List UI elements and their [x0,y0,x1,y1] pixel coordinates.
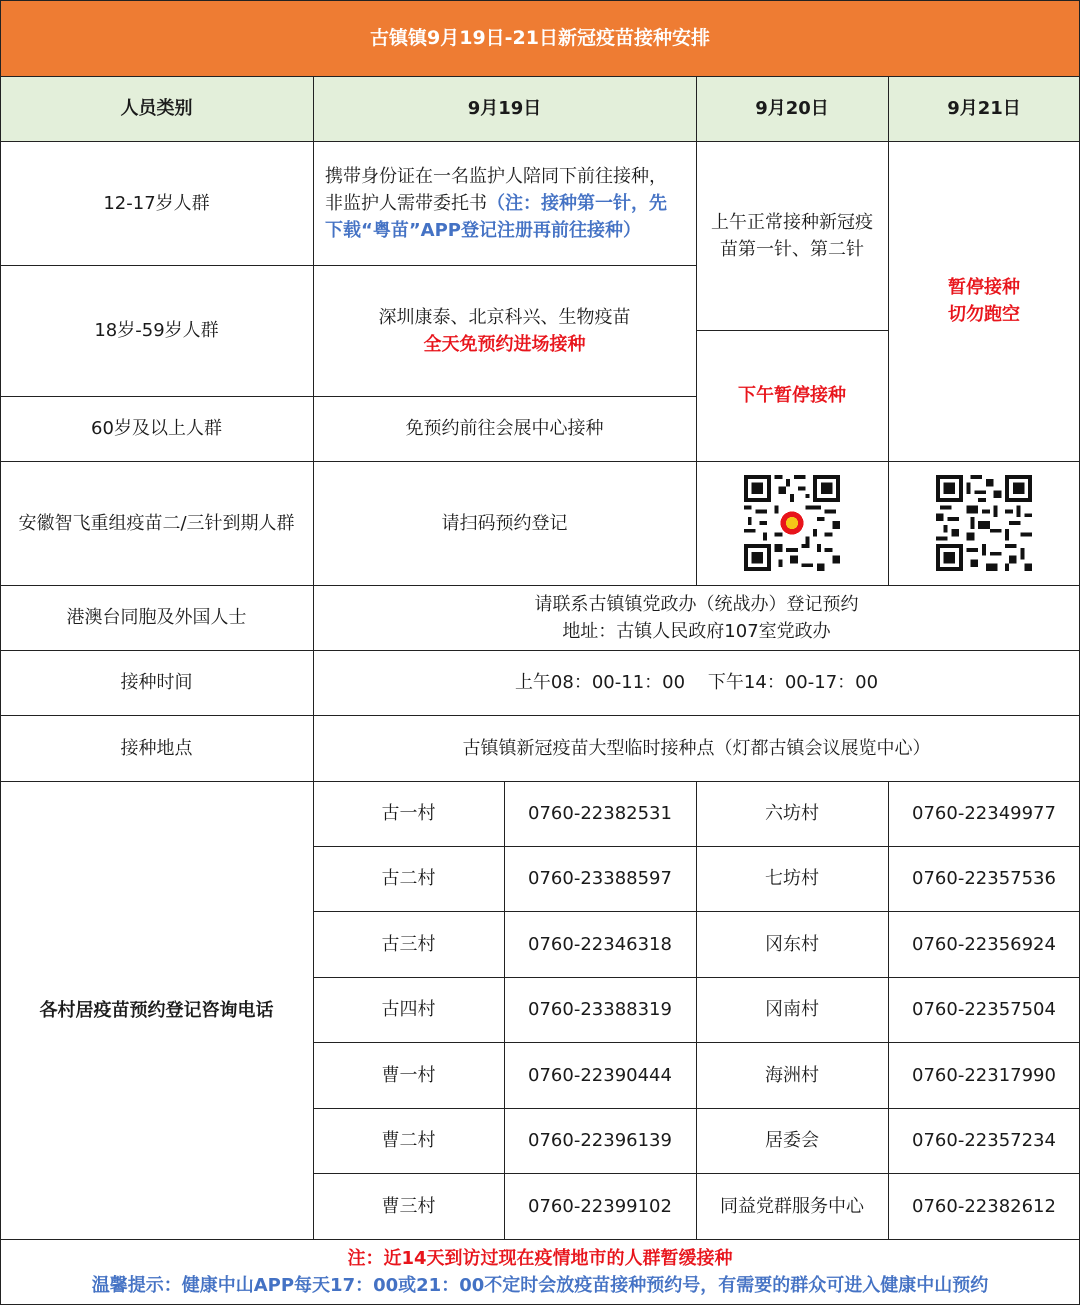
d20-afternoon-cell: 下午暂停接种 [738,385,846,406]
hline [0,715,1080,716]
age-12-17-instruction: 携带身份证在一名监护人陪同下前往接种，非监护人需带委托书 [325,165,667,214]
hline [0,461,1080,462]
hmt-address-line: 地址：古镇人民政府107室党政办 [562,620,831,642]
footer-note: 注：近14天到访过现在疫情地市的人群暂缓接种 [347,1248,733,1269]
hline [0,1239,1080,1240]
border-top [0,0,1080,1]
village-phone-right: 0760-22357536 [912,868,1056,889]
village-phone-right: 0760-22317990 [912,1064,1056,1086]
village-name-right: 冈南村 [765,999,819,1020]
village-phone-left: 0760-23388319 [528,999,672,1020]
d20-morning-cell: 上午正常接种新冠疫苗第一针、第二针 [711,211,873,260]
hline [0,396,696,397]
row-label-hmt: 港澳台同胞及外国人士 [66,607,247,628]
row-label-age-12-17: 12-17岁人群 [103,192,210,214]
page-title: 古镇镇9月19日-21日新冠疫苗接种安排 [0,0,1080,76]
footer [0,1239,1080,1305]
village-name-right: 六坊村 [765,803,819,824]
age-18-59-vaccines: 深圳康泰、北京科兴、生物疫苗 [378,306,631,328]
village-phone-left: 0760-23388597 [528,868,672,889]
border-left [0,0,1,1305]
village-phone-left: 0760-22399102 [528,1195,672,1217]
age-12-17-d19-cell [313,141,696,265]
village-name-left: 曹三村 [381,1195,436,1217]
d21-suspended-cell [888,141,1080,461]
age-12-17-note: （注：接种第一针，先下载“粤苗”APP登记注册再前往接种） [325,192,667,241]
header-category: 人员类别 [0,76,313,141]
vline [696,781,697,1239]
hline [0,265,696,266]
d21-dont-go-line: 切勿跑空 [948,304,1020,325]
village-name-right: 同益党群服务中心 [720,1195,864,1217]
vaccination-time-value: 上午08：00-11：00 下午14：00-17：00 [514,672,879,693]
footer-tip: 温馨提示：健康中山APP每天17：00或21：00不定时会放疫苗接种预约号，有需要的群众可进入健康中山预约 [91,1275,989,1296]
village-phone-left: 0760-22346318 [528,933,672,955]
village-name-left: 曹二村 [381,1130,436,1151]
village-name-left: 古一村 [381,803,436,824]
qr-cell-1 [696,461,888,585]
qr-cell-2 [888,461,1080,585]
row-label-age-18-59: 18岁-59岁人群 [94,320,219,341]
village-name-right: 海洲村 [765,1064,819,1086]
village-phone-right: 0760-22382612 [912,1195,1056,1217]
row-label-age-60-plus: 60岁及以上人群 [91,418,222,439]
village-phone-right: 0760-22356924 [912,933,1056,955]
contacts-label: 各村居疫苗预约登记咨询电话 [39,999,274,1021]
hmt-info-cell [313,585,1080,650]
header-date-21: 9月21日 [888,76,1080,141]
hline [0,141,1080,142]
hline [0,650,1080,651]
village-name-left: 古三村 [381,933,436,955]
village-phone-right: 0760-22357504 [912,999,1056,1020]
village-name-left: 古四村 [381,999,436,1020]
header-date-19: 9月19日 [313,76,696,141]
village-name-right: 冈东村 [765,933,819,955]
row-label-place: 接种地点 [120,737,193,759]
vline [888,76,889,585]
village-name-left: 古二村 [381,868,436,889]
village-phone-right: 0760-22349977 [912,803,1056,824]
hline [0,781,1080,782]
hline [0,76,1080,77]
hline [696,330,888,331]
village-name-right: 七坊村 [765,868,819,889]
age-12-17-d19-paragraph [325,163,684,244]
qr-code-icon[interactable] [936,475,1032,571]
village-phone-left: 0760-22396139 [528,1130,672,1151]
qr-code-icon[interactable] [744,475,840,571]
vline [888,781,889,1239]
vline [696,76,697,585]
row-label-anhui: 安徽智飞重组疫苗二/三针到期人群 [18,512,295,534]
village-name-right: 居委会 [765,1130,819,1151]
hline [0,585,1080,586]
village-phone-left: 0760-22390444 [528,1064,672,1086]
vline [504,781,505,1239]
d21-suspend-line: 暂停接种 [948,277,1020,298]
age-18-59-walk-in-note: 全天免预约进场接种 [423,333,586,355]
age-60-plus-d19-cell: 免预约前往会展中心接种 [405,418,604,439]
village-phone-left: 0760-22382531 [528,803,672,824]
header-date-20: 9月20日 [696,76,888,141]
hmt-contact-line: 请联系古镇镇党政办（统战办）登记预约 [534,593,859,615]
row-label-time: 接种时间 [120,672,193,693]
age-18-59-d19-cell [313,265,696,396]
anhui-d19-cell: 请扫码预约登记 [441,512,568,534]
vline [313,76,314,1239]
village-phone-right: 0760-22357234 [912,1130,1056,1151]
village-name-left: 曹一村 [381,1064,436,1086]
vaccination-place-value: 古镇镇新冠疫苗大型临时接种点（灯都古镇会议展览中心） [462,737,931,759]
